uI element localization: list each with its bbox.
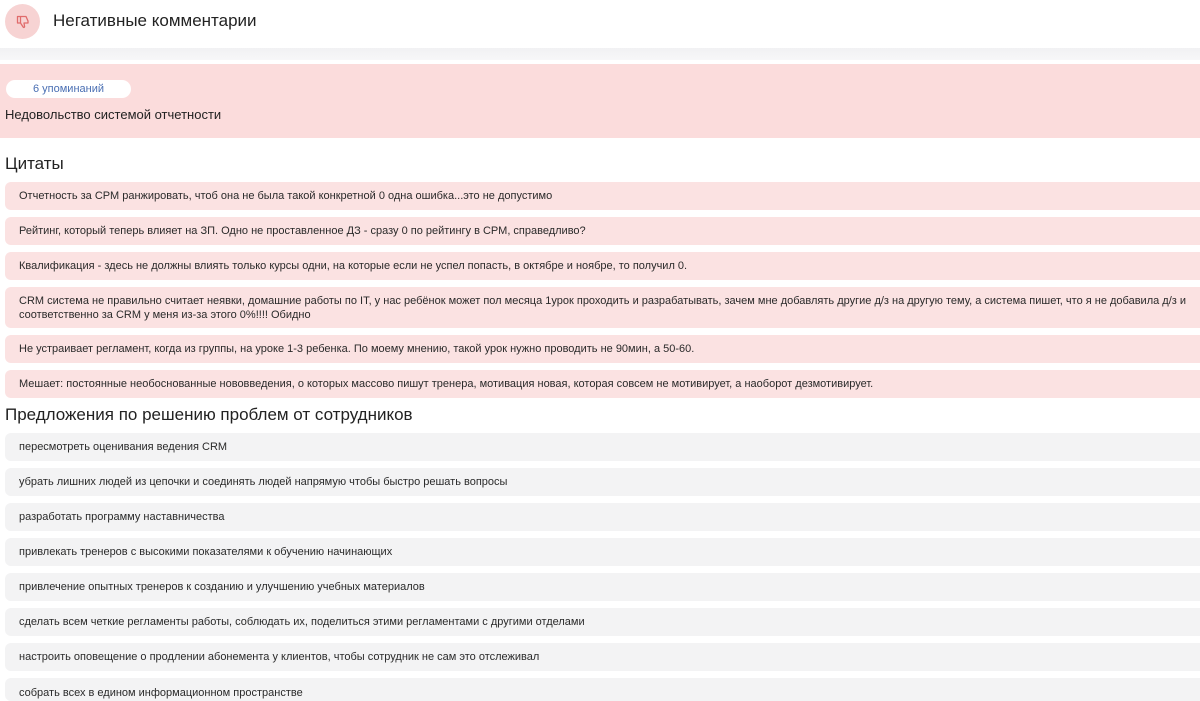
suggestion-item: привлекать тренеров с высокими показателями к обучению начинающих	[5, 538, 1200, 566]
thumbs-down-icon	[5, 4, 40, 39]
suggestions-title: Предложения по решению проблем от сотрудников	[5, 405, 413, 424]
summary-card	[0, 64, 1200, 138]
suggestion-item: собрать всех в едином информационном пространстве	[5, 678, 1200, 701]
page-title: Негативные комментарии	[53, 11, 257, 30]
suggestion-item: привлечение опытных тренеров к созданию и улучшению учебных материалов	[5, 573, 1200, 601]
quote-item: CRM система не правильно считает неявки, домашние работы по IT, у нас ребёнок может пол месяца 1урок проходить и разрабатывать, зачем мне добавлять другие д/з на другую тему, а система пишет, что я не добавила д/з и соответственно за CRM у меня из-за этого 0%!!!! Обидно	[5, 287, 1200, 328]
quote-item: Не устраивает регламент, когда из группы, на уроке 1-3 ребенка. По моему мнению, такой урок нужно проводить не 90мин, а 50-60.	[5, 335, 1200, 363]
suggestion-item: разработать программу наставничества	[5, 503, 1200, 531]
header	[0, 0, 1200, 48]
mentions-badge: 6 упоминаний	[6, 80, 131, 98]
suggestion-item: пересмотреть оценивания ведения CRM	[5, 433, 1200, 461]
header-divider	[0, 48, 1200, 60]
suggestion-item: сделать всем четкие регламенты работы, соблюдать их, поделиться этими регламентами с другими отделами	[5, 608, 1200, 636]
quote-item: Рейтинг, который теперь влияет на ЗП. Одно не проставленное ДЗ - сразу 0 по рейтингу в СРМ, справедливо?	[5, 217, 1200, 245]
quote-item: Квалификация - здесь не должны влиять только курсы одни, на которые если не успел попасть, в октябре и ноябре, то получил 0.	[5, 252, 1200, 280]
suggestion-item: убрать лишних людей из цепочки и соединять людей напрямую чтобы быстро решать вопросы	[5, 468, 1200, 496]
quote-item: Мешает: постоянные необоснованные нововведения, о которых массово пишут тренера, мотивация новая, которая совсем не мотивирует, а наоборот дезмотивирует.	[5, 370, 1200, 398]
suggestion-item: настроить оповещение о продлении абонемента у клиентов, чтобы сотрудник не сам это отслеживал	[5, 643, 1200, 671]
quote-item: Отчетность за СРМ ранжировать, чтоб она не была такой конкретной 0 одна ошибка...это не допустимо	[5, 182, 1200, 210]
summary-topic: Недовольство системой отчетности	[5, 107, 222, 122]
quotes-title: Цитаты	[5, 154, 64, 173]
